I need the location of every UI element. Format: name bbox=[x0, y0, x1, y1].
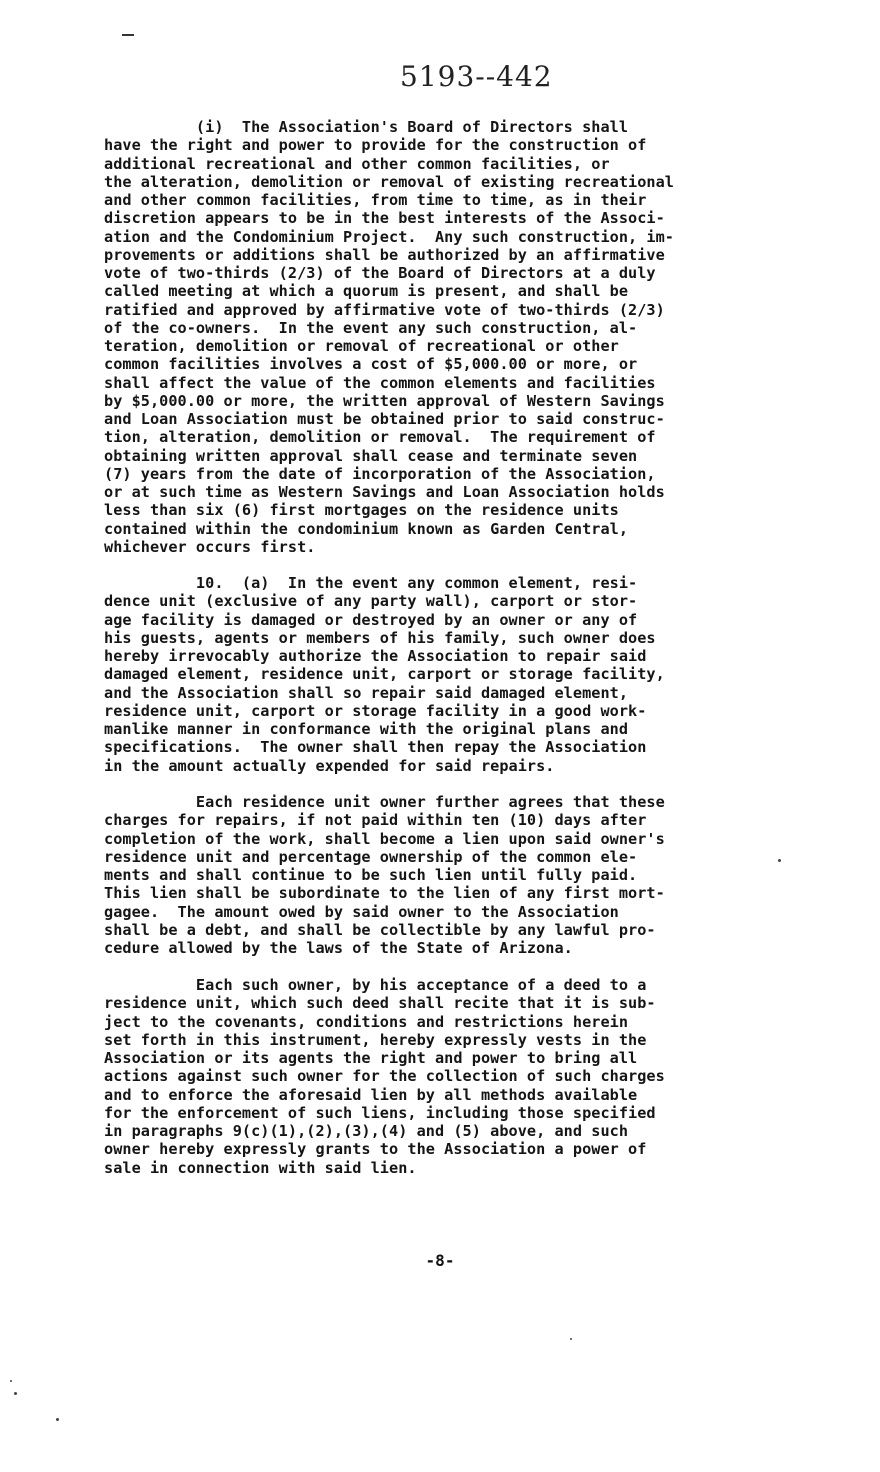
text-line: This lien shall be subordinate to the lien of any first mort- bbox=[104, 884, 665, 903]
text-line: have the right and power to provide for the construction of bbox=[104, 136, 647, 155]
text-line: 10. (a) In the event any common element, resi- bbox=[104, 574, 638, 592]
text-line: and other common facilities, from time to time, as in their bbox=[104, 191, 647, 209]
text-line: residence unit, carport or storage facility in a good work- bbox=[104, 701, 647, 720]
text-line: gagee. The amount owed by said owner to the Association bbox=[104, 902, 619, 921]
text-line: age facility is damaged or destroyed by an owner or any of bbox=[104, 610, 638, 629]
text-line: ject to the covenants, conditions and restrictions herein bbox=[104, 1012, 629, 1031]
text-line: owner hereby expressly grants to the Association a power of bbox=[104, 1140, 647, 1159]
text-line: of the co-owners. In the event any such construction, al- bbox=[104, 318, 638, 337]
text-line: actions against such owner for the collection of such charges bbox=[104, 1067, 665, 1086]
scan-speck bbox=[56, 1418, 59, 1421]
text-line: (i) The Association's Board of Directors shall bbox=[104, 118, 629, 136]
text-line: discretion appears to be in the best interests of the Associ- bbox=[104, 209, 665, 228]
scan-speck bbox=[10, 1380, 12, 1382]
text-line: and to enforce the aforesaid lien by all methods available bbox=[104, 1085, 638, 1104]
text-line: whichever occurs first. bbox=[104, 537, 316, 556]
text-line: contained within the condominium known as Garden Central, bbox=[104, 519, 629, 538]
text-line: for the enforcement of such liens, including those specified bbox=[104, 1103, 656, 1122]
text-line: vote of two-thirds (2/3) of the Board of Directors at a duly bbox=[104, 264, 656, 282]
text-line: ation and the Condominium Project. Any such construction, im- bbox=[104, 227, 675, 246]
text-line: Association or its agents the right and power to bring all bbox=[104, 1049, 638, 1067]
text-line: damaged element, residence unit, carport or storage facility, bbox=[104, 665, 665, 684]
text-line: his guests, agents or members of his family, such owner does bbox=[104, 628, 656, 647]
text-line: in paragraphs 9(c)(1),(2),(3),(4) and (5) above, and such bbox=[104, 1122, 629, 1140]
text-line: Each residence unit owner further agrees that these bbox=[104, 793, 665, 811]
text-line: residence unit and percentage ownership of the common ele- bbox=[104, 847, 638, 866]
margin-mark bbox=[122, 34, 134, 36]
text-line: charges for repairs, if not paid within ten (10) days after bbox=[104, 811, 647, 830]
page-number: -8- bbox=[425, 1251, 455, 1270]
text-line: obtaining written approval shall cease and terminate seven bbox=[104, 446, 638, 465]
text-line: shall be a debt, and shall be collectible by any lawful pro- bbox=[104, 920, 656, 939]
text-line: the alteration, demolition or removal of existing recreational bbox=[104, 172, 675, 191]
text-line: hereby irrevocably authorize the Association to repair said bbox=[104, 647, 647, 665]
text-line: additional recreational and other common facilities, or bbox=[104, 154, 610, 173]
text-line: completion of the work, shall become a lien upon said owner's bbox=[104, 829, 665, 848]
text-line: specifications. The owner shall then repay the Association bbox=[104, 738, 647, 757]
text-line: and Loan Association must be obtained prior to said construc- bbox=[104, 410, 665, 428]
text-line: dence unit (exclusive of any party wall), carport or stor- bbox=[104, 592, 638, 611]
text-line: set forth in this instrument, hereby expressly vests in the bbox=[104, 1030, 647, 1049]
text-line: ratified and approved by affirmative vote of two-thirds (2/3) bbox=[104, 300, 665, 319]
text-line: (7) years from the date of incorporation of the Association, bbox=[104, 464, 656, 483]
scan-speck bbox=[14, 1392, 17, 1395]
text-line: in the amount actually expended for said repairs. bbox=[104, 756, 555, 775]
scan-speck bbox=[570, 1338, 572, 1340]
text-line: provements or additions shall be authorized by an affirmative bbox=[104, 245, 665, 264]
paragraph-damage-repair bbox=[104, 574, 794, 775]
text-line: by $5,000.00 or more, the written approval of Western Savings bbox=[104, 391, 665, 410]
paragraph-lien-charges bbox=[104, 793, 794, 957]
scan-speck bbox=[778, 859, 781, 862]
text-line: called meeting at which a quorum is present, and shall be bbox=[104, 282, 629, 301]
text-line: Each such owner, by his acceptance of a deed to a bbox=[104, 976, 647, 994]
recording-stamp: 5193--442 bbox=[400, 60, 553, 93]
text-line: manlike manner in conformance with the original plans and bbox=[104, 720, 629, 738]
text-line: and the Association shall so repair said damaged element, bbox=[104, 683, 629, 702]
text-line: less than six (6) first mortgages on the residence units bbox=[104, 501, 619, 520]
text-line: teration, demolition or removal of recreational or other bbox=[104, 337, 619, 355]
text-line: tion, alteration, demolition or removal. The requirement of bbox=[104, 428, 656, 447]
text-line: residence unit, which such deed shall recite that it is sub- bbox=[104, 994, 656, 1013]
paragraph-board-authority bbox=[104, 118, 794, 556]
text-line: or at such time as Western Savings and Loan Association holds bbox=[104, 483, 665, 501]
paragraph-power-of-sale bbox=[104, 976, 794, 1177]
text-line: common facilities involves a cost of $5,000.00 or more, or bbox=[104, 355, 638, 374]
text-line: cedure allowed by the laws of the State of Arizona. bbox=[104, 939, 573, 957]
text-line: ments and shall continue to be such lien until fully paid. bbox=[104, 866, 638, 884]
text-line: shall affect the value of the common elements and facilities bbox=[104, 373, 656, 392]
text-line: sale in connection with said lien. bbox=[104, 1158, 417, 1177]
